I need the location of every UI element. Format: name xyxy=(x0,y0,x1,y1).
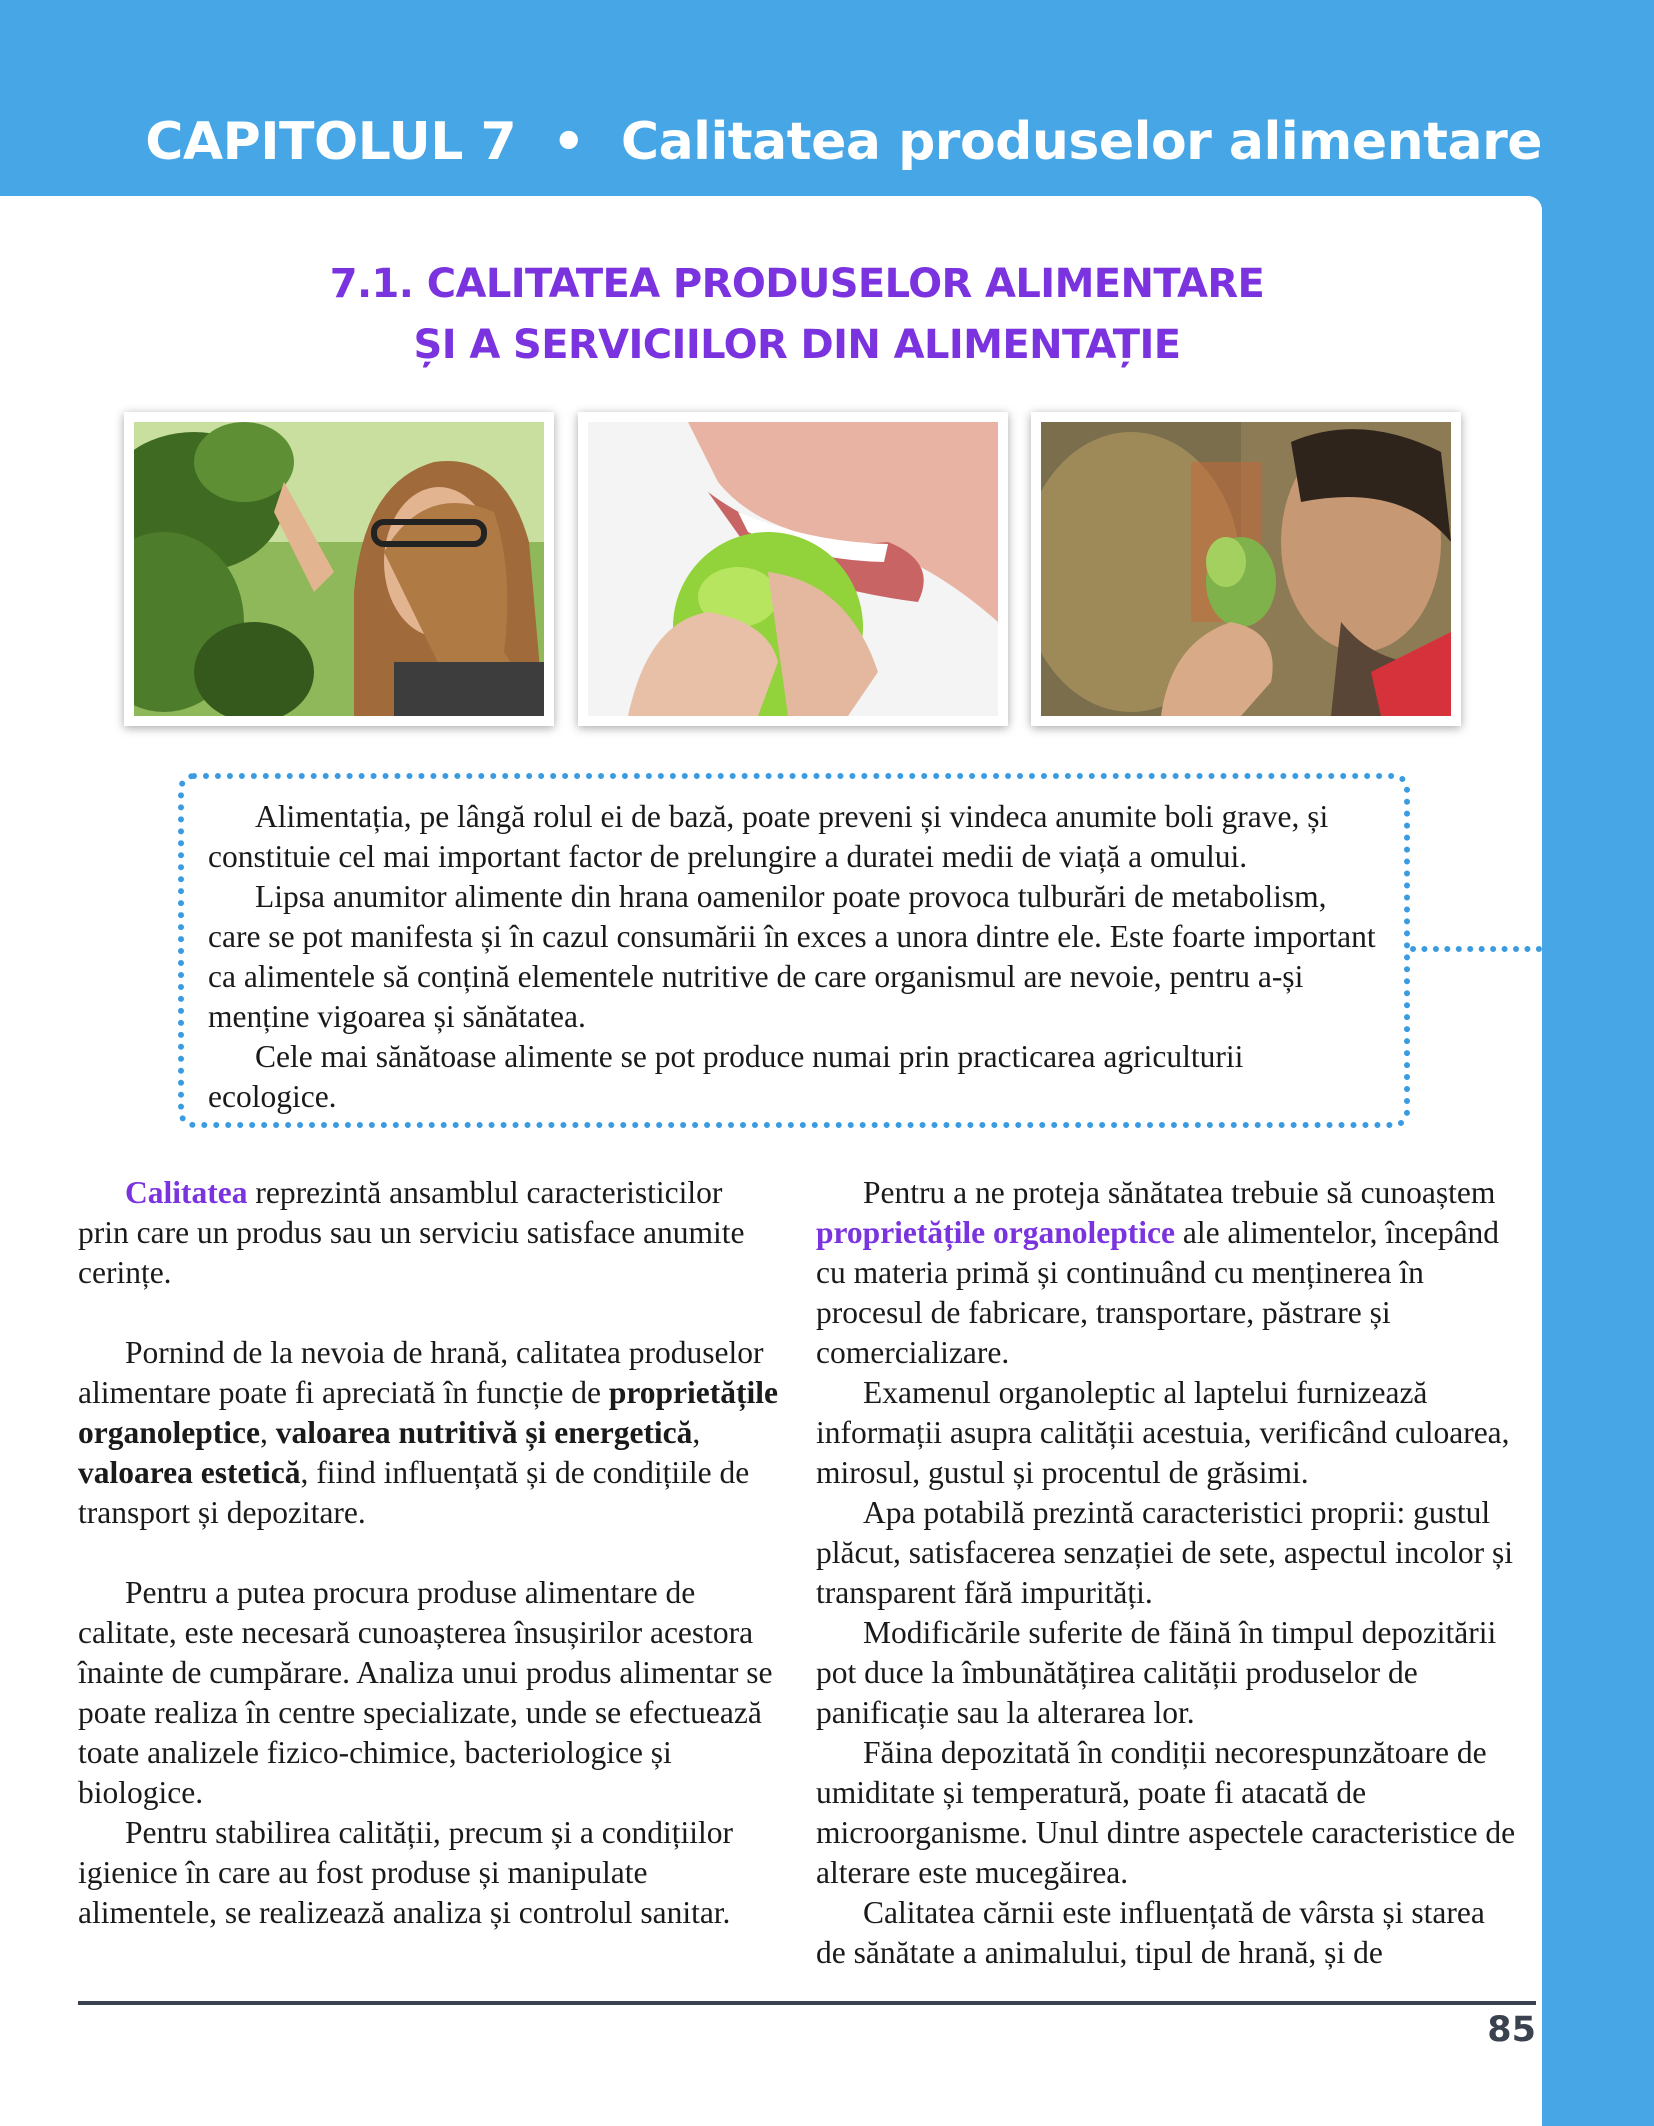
bold-term: proprietățile organoleptice xyxy=(78,1375,778,1450)
paragraph-text: Apa potabilă prezintă caracteristici proprii: gustul plăcut, satisfacerea senzației de sete, aspectul incolor și transparent fără impurități. xyxy=(816,1495,1514,1610)
paragraph-text: Pentru a putea procura produse alimentare de calitate, este necesară cunoașterea însușirilor acestora înainte de cumpărare. Analiza unui produs alimentar se poate realiza în centre specializate, unde se efectuează toate analizele fizico-chimice, bacteriologice și biologice. xyxy=(78,1575,773,1810)
paragraph-text: , xyxy=(692,1415,701,1450)
info-box xyxy=(178,773,1410,1128)
paragraph-text: Făina depozitată în condiții necorespunzătoare de umiditate și temperatură, poate fi atacată de microorganisme. Unul dintre aspectele caracteristice de alterare este mucegăirea. xyxy=(816,1735,1516,1890)
page-number: 85 xyxy=(1487,2010,1536,2050)
footer-rule xyxy=(78,2001,1536,2005)
paragraph-text: , fiind influențată și de condițiile de transport și depozitare. xyxy=(78,1455,750,1530)
paragraph-text: Calitatea cărnii este influențată de vârsta și starea de sănătate a animalului, tipul de hrană, și de xyxy=(816,1895,1485,1970)
photo-apple-bite xyxy=(578,412,1008,726)
section-title-line1: 7.1. CALITATEA PRODUSELOR ALIMENTARE xyxy=(329,261,1265,307)
bold-term: valoarea estetică xyxy=(78,1455,301,1490)
paragraph-text: Examenul organoleptic al laptelui furnizează informații asupra calității acestuia, verificând culoarea, mirosul, gustul și procentul de grăsimi. xyxy=(816,1375,1510,1490)
photo-woman-tree xyxy=(124,412,554,726)
paragraph-quality-criteria xyxy=(78,1333,778,1533)
chapter-header xyxy=(145,112,1542,172)
paragraph-text: Modificările suferite de făină în timpul depozitării pot duce la îmbunătățirea calității produselor de panificație sau la alterarea lor. xyxy=(816,1615,1497,1730)
paragraph-text: Pentru a ne proteja sănătatea trebuie să cunoaștem xyxy=(863,1175,1496,1210)
photo-man-herbs xyxy=(1031,412,1461,726)
paragraph-text: ale alimentelor, începând cu materia primă și continuând cu menținerea în procesul de fabricare, transportare, păstrare și comercializare. xyxy=(816,1215,1500,1370)
dotted-connector xyxy=(1410,946,1542,952)
chapter-title: Calitatea produselor alimentare xyxy=(620,112,1542,172)
bold-term: valoarea nutritivă și energetică xyxy=(275,1415,693,1450)
paragraph-text: , xyxy=(259,1415,276,1450)
right-column xyxy=(816,1173,1516,1973)
info-paragraph: Lipsa anumitor alimente din hrana oamenilor poate provoca tulburări de metabolism, care se pot manifesta și în cazul consumării în exces a unora dintre ele. Este foarte important ca alimentele să conțină elementele nutritive de care organismul are nevoie, pentru a-și menține vigoarea și sănătatea. xyxy=(208,879,1376,1034)
paragraph-text: Pornind de la nevoia de hrană, calitatea produselor alimentare poate fi apreciată în funcție de xyxy=(78,1335,764,1410)
left-column xyxy=(78,1173,778,1933)
section-title xyxy=(0,254,1594,376)
paragraph-organoleptic xyxy=(816,1173,1516,1373)
paragraph-definition xyxy=(78,1173,778,1293)
term-highlight: proprietățile organoleptice xyxy=(816,1215,1175,1250)
info-paragraph: Alimentația, pe lângă rolul ei de bază, poate preveni și vindeca anumite boli grave, și constituie cel mai important factor de prelungire a duratei medii de viață a omului. xyxy=(208,799,1329,874)
paragraph-text: Pentru stabilirea calității, precum și a condițiilor igienice în care au fost produse și manipulate alimentele, se realizează analiza și controlul sanitar. xyxy=(78,1815,733,1930)
info-paragraph: Cele mai sănătoase alimente se pot produce numai prin practicarea agriculturii ecologice. xyxy=(208,1039,1244,1114)
chapter-number: CAPITOLUL 7 xyxy=(145,112,517,172)
term-highlight: Calitatea xyxy=(125,1175,248,1210)
paragraph-text: reprezintă ansamblul caracteristicilor prin care un produs sau un serviciu satisface anumite cerințe. xyxy=(78,1175,745,1290)
section-title-line2: ȘI A SERVICIILOR DIN ALIMENTAȚIE xyxy=(413,322,1181,368)
header-separator: • xyxy=(552,112,585,172)
